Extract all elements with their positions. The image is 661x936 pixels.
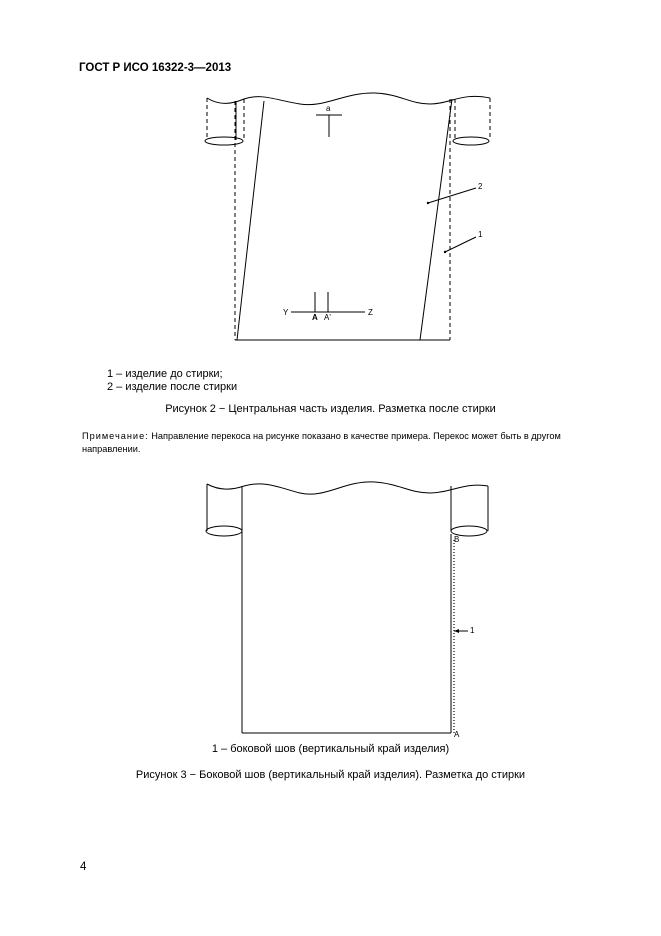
document-header: ГОСТ Р ИСО 16322-3—2013 bbox=[79, 62, 232, 74]
fig3-left-sleeve-cuff bbox=[206, 526, 242, 536]
fig3-callout-1: 1 bbox=[470, 626, 475, 635]
fig3-caption: Рисунок 3 − Боковой шов (вертикальный край изделия). Разметка до стирки bbox=[135, 769, 526, 781]
fig2-legend-item-2: 2 – изделие после стирки bbox=[107, 381, 238, 393]
fig2-callout-1: 1 bbox=[478, 230, 483, 239]
fig3-label-B: B bbox=[454, 535, 460, 544]
note-text: Направление перекоса на рисунке показано в качестве примера. Перекос может быть в другом направлении. bbox=[82, 431, 561, 454]
fig2-label-a: a bbox=[326, 104, 331, 113]
fig2-legend-item-1: 1 – изделие до стирки; bbox=[107, 368, 223, 380]
note-label: Примечание: bbox=[82, 431, 149, 441]
fig3-legend: 1 – боковой шов (вертикальный край изделия) bbox=[211, 743, 450, 755]
fig2-callout-2: 2 bbox=[478, 182, 483, 191]
fig2-caption: Рисунок 2 − Центральная часть изделия. Разметка после стирки bbox=[165, 403, 496, 415]
page-number: 4 bbox=[80, 861, 87, 873]
fig2-label-A: A bbox=[312, 313, 318, 322]
fig2-label-y: Y bbox=[283, 308, 289, 317]
fig3-top-wave bbox=[207, 482, 488, 494]
fig2-label-A-prime: A' bbox=[324, 313, 331, 322]
fig3-label-A: A bbox=[454, 730, 460, 739]
fig2-label-z: Z bbox=[368, 308, 373, 317]
